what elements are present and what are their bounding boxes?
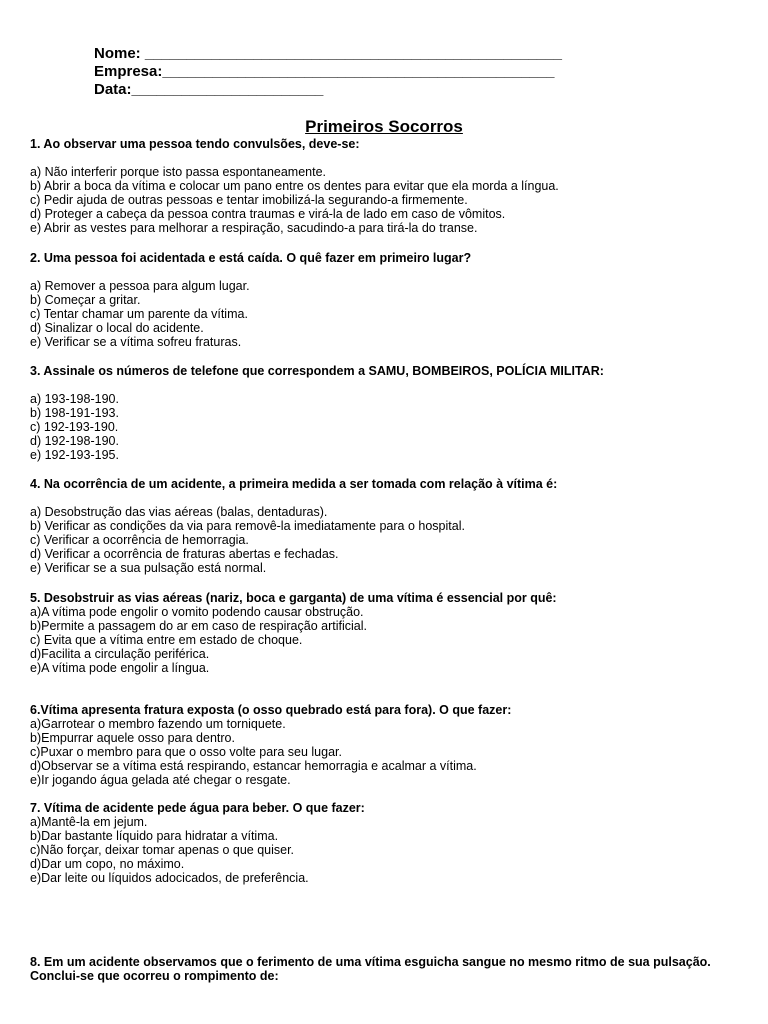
question-stem: 2. Uma pessoa foi acidentada e está caída. O quê fazer em primeiro lugar? [30, 251, 472, 265]
option-b: b)Empurrar aquele osso para dentro. [30, 731, 235, 745]
option-a: a) Não interferir porque isto passa espontaneamente. [30, 165, 327, 179]
option-d: d)Dar um copo, no máximo. [30, 857, 185, 871]
option-e: e)Dar leite ou líquidos adocicados, de preferência. [30, 871, 309, 885]
option-e: e) Abrir as vestes para melhorar a respiração, sacudindo-a para tirá-la do transe. [30, 221, 478, 235]
option-b: b) 198-191-193. [30, 406, 119, 420]
page-title: Primeiros Socorros [305, 117, 463, 136]
option-c: c)Puxar o membro para que o osso volte para seu lugar. [30, 745, 342, 759]
option-a: a) Remover a pessoa para algum lugar. [30, 279, 250, 293]
name-field-line: Nome: __________________________________________________ [94, 45, 562, 62]
option-b: b) Abrir a boca da vítima e colocar um pano entre os dentes para evitar que ela morda a língua. [30, 179, 559, 193]
option-d: d)Observar se a vítima está respirando, estancar hemorragia e acalmar a vítima. [30, 759, 477, 773]
question-4 [30, 477, 750, 575]
question-stem: 8. Em um acidente observamos que o ferimento de uma vítima esguicha sangue no mesmo ritmo de sua pulsação. Conclui-se que ocorreu o rompimento de: [30, 955, 711, 983]
option-e: e) Verificar se a vítima sofreu fraturas. [30, 335, 242, 349]
company-field-line: Empresa:_______________________________________________ [94, 63, 555, 80]
question-stem: 3. Assinale os números de telefone que correspondem a SAMU, BOMBEIROS, POLÍCIA MILITAR: [30, 364, 604, 378]
option-b: b)Permite a passagem do ar em caso de respiração artificial. [30, 619, 367, 633]
option-e: e)A vítima pode engolir a língua. [30, 661, 210, 675]
question-stem: 1. Ao observar uma pessoa tendo convulsões, deve-se: [30, 137, 360, 151]
option-e: e) 192-193-195. [30, 448, 119, 462]
question-stem: 7. Vítima de acidente pede água para beber. O que fazer: [30, 801, 365, 815]
option-b: b)Dar bastante líquido para hidratar a vítima. [30, 829, 279, 843]
option-c: c) Pedir ajuda de outras pessoas e tentar imobilizá-la segurando-a firmemente. [30, 193, 468, 207]
question-7 [30, 801, 750, 885]
option-a: a)Mantê-la em jejum. [30, 815, 148, 829]
option-b: b) Verificar as condições da via para removê-la imediatamente para o hospital. [30, 519, 465, 533]
option-c: c) Evita que a vítima entre em estado de choque. [30, 633, 303, 647]
option-e: e)Ir jogando água gelada até chegar o resgate. [30, 773, 291, 787]
option-d: d)Facilita a circulação periférica. [30, 647, 210, 661]
option-a: a)Garrotear o membro fazendo um torniquete. [30, 717, 286, 731]
question-stem: 5. Desobstruir as vias aéreas (nariz, boca e garganta) de uma vítima é essencial por quê: [30, 591, 557, 605]
option-b: b) Começar a gritar. [30, 293, 141, 307]
option-a: a) Desobstrução das vias aéreas (balas, dentaduras). [30, 505, 328, 519]
option-c: c)Não forçar, deixar tomar apenas o que quiser. [30, 843, 295, 857]
question-stem: 6.Vítima apresenta fratura exposta (o osso quebrado está para fora). O que fazer: [30, 703, 512, 717]
option-d: d) Verificar a ocorrência de fraturas abertas e fechadas. [30, 547, 339, 561]
option-c: c) Tentar chamar um parente da vítima. [30, 307, 248, 321]
form-header [94, 45, 562, 99]
option-a: a)A vítima pode engolir o vomito podendo causar obstrução. [30, 605, 364, 619]
question-6 [30, 703, 750, 787]
question-3 [30, 364, 750, 462]
date-field-line: Data:_______________________ [94, 81, 324, 98]
option-c: c) Verificar a ocorrência de hemorragia. [30, 533, 249, 547]
option-c: c) 192-193-190. [30, 420, 119, 434]
option-d: d) Proteger a cabeça da pessoa contra traumas e virá-la de lado em caso de vômitos. [30, 207, 506, 221]
question-2 [30, 251, 750, 349]
option-a: a) 193-198-190. [30, 392, 119, 406]
option-d: d) 192-198-190. [30, 434, 119, 448]
question-stem: 4. Na ocorrência de um acidente, a primeira medida a ser tomada com relação à vítima é: [30, 477, 558, 491]
option-e: e) Verificar se a sua pulsação está normal. [30, 561, 267, 575]
question-1 [30, 137, 750, 235]
option-d: d) Sinalizar o local do acidente. [30, 321, 204, 335]
question-8 [30, 955, 750, 983]
question-5 [30, 591, 750, 675]
